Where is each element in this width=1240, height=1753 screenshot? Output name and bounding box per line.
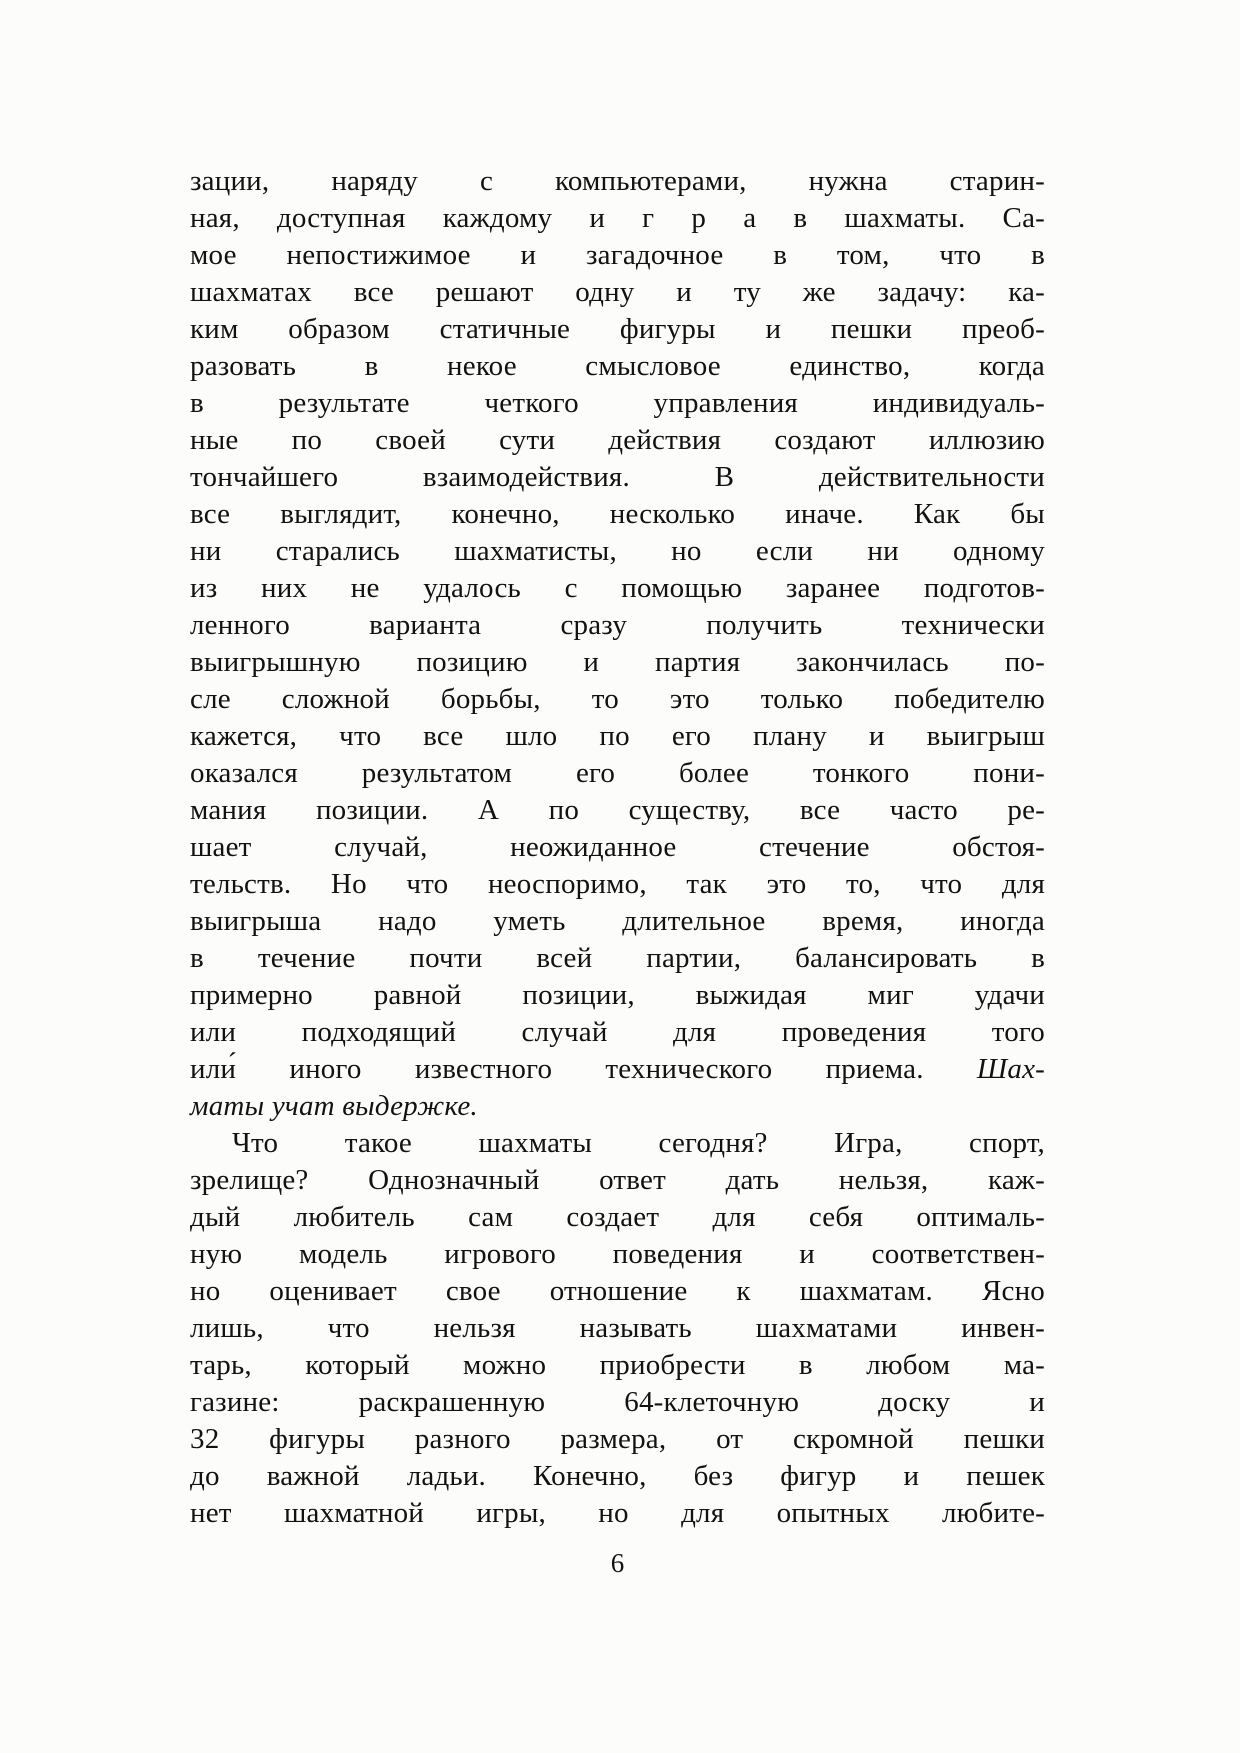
text-line-regular: ные по своей сути действия создают иллюзию (190, 424, 1045, 456)
text-line (190, 459, 1045, 496)
text-line (190, 1199, 1045, 1236)
text-line (190, 385, 1045, 422)
text-line (190, 829, 1045, 866)
text-line-regular: в течение почти всей партии, балансировать в (190, 942, 1045, 974)
text-line-italic: маты учат выдержке. (190, 1090, 478, 1122)
text-line-regular: до важной ладьи. Конечно, без фигур и пешек (190, 1460, 1045, 1492)
text-line (190, 1125, 1045, 1162)
text-line-regular: газине: раскрашенную 64-клеточную доску и (190, 1386, 1045, 1418)
text-line (190, 940, 1045, 977)
text-line-regular: из них не удалось с помощью заранее подготов- (190, 572, 1045, 604)
text-line (190, 644, 1045, 681)
text-line-regular: зрелище? Однозначный ответ дать нельзя, каж- (190, 1164, 1045, 1196)
text-line-regular: оказался результатом его более тонкого пони- (190, 757, 1045, 789)
text-line (190, 237, 1045, 274)
text-line (190, 496, 1045, 533)
text-line-regular: тельств. Но что неоспоримо, так это то, что для (190, 868, 1045, 900)
text-line (190, 792, 1045, 829)
text-block (190, 163, 1045, 1532)
text-line-regular: ную модель игрового поведения и соответствен- (190, 1238, 1045, 1270)
text-line-regular: или́ иного известного технического приема. (190, 1053, 977, 1085)
text-line-regular: Что такое шахматы сегодня? Игра, спорт, (232, 1127, 1045, 1159)
text-line-regular: выигрышную позицию и партия закончилась по- (190, 646, 1045, 678)
text-line-regular: ленного варианта сразу получить технически (190, 609, 1045, 641)
text-line-regular: шахматах все решают одну и ту же задачу: ка- (190, 276, 1045, 308)
text-line (190, 348, 1045, 385)
text-line (190, 1162, 1045, 1199)
text-line (190, 1495, 1045, 1532)
text-line (190, 1273, 1045, 1310)
text-line-regular: ким образом статичные фигуры и пешки преоб- (190, 313, 1045, 345)
text-line-regular: выигрыша надо уметь длительное время, иногда (190, 905, 1045, 937)
text-line-regular: мое непостижимое и загадочное в том, что в (190, 239, 1045, 271)
text-line-regular: нет шахматной игры, но для опытных любите- (190, 1497, 1045, 1529)
text-line (190, 755, 1045, 792)
text-line-regular: или подходящий случай для проведения того (190, 1016, 1045, 1048)
page-number: 6 (610, 1548, 625, 1578)
text-line (190, 422, 1045, 459)
text-line (190, 1051, 1045, 1088)
text-line-regular: дый любитель сам создает для себя оптималь- (190, 1201, 1045, 1233)
text-line (190, 1088, 1045, 1125)
text-line-regular: шает случай, неожиданное стечение обстоя- (190, 831, 1045, 863)
text-line-regular: все выглядит, конечно, несколько иначе. Как бы (190, 498, 1045, 530)
text-line-regular: разовать в некое смысловое единство, когда (190, 350, 1045, 382)
text-line (190, 1347, 1045, 1384)
text-line-regular: но оценивает свое отношение к шахматам. Ясно (190, 1275, 1045, 1307)
text-line (190, 1014, 1045, 1051)
text-line-regular: тончайшего взаимодействия. В действительности (190, 461, 1045, 493)
text-line-regular: кажется, что все шло по его плану и выигрыш (190, 720, 1045, 752)
text-line (190, 200, 1045, 237)
text-line (190, 163, 1045, 200)
text-line (190, 1458, 1045, 1495)
text-line-regular: ная, доступная каждому и г р а в шахматы. Са- (190, 202, 1045, 234)
text-line-regular: 32 фигуры разного размера, от скромной пешки (190, 1423, 1045, 1455)
text-line-regular: зации, наряду с компьютерами, нужна старин- (190, 165, 1045, 197)
text-line (190, 1236, 1045, 1273)
text-line (190, 1310, 1045, 1347)
text-line-regular: сле сложной борьбы, то это только победителю (190, 683, 1045, 715)
text-line-regular: примерно равной позиции, выжидая миг удачи (190, 979, 1045, 1011)
text-line-regular: тарь, который можно приобрести в любом ма- (190, 1349, 1045, 1381)
text-line (190, 1384, 1045, 1421)
text-line-regular: мания позиции. А по существу, все часто ре- (190, 794, 1045, 826)
text-line (190, 311, 1045, 348)
text-line (190, 866, 1045, 903)
text-line (190, 274, 1045, 311)
text-line-regular: в результате четкого управления индивидуаль- (190, 387, 1045, 419)
text-line (190, 607, 1045, 644)
text-line (190, 903, 1045, 940)
text-line-regular: лишь, что нельзя называть шахматами инвен- (190, 1312, 1045, 1344)
text-line (190, 570, 1045, 607)
text-line (190, 977, 1045, 1014)
text-line-regular: ни старались шахматисты, но если ни одному (190, 535, 1045, 567)
text-line (190, 681, 1045, 718)
text-line-italic: Шах- (976, 1053, 1045, 1085)
text-line (190, 718, 1045, 755)
text-line (190, 1421, 1045, 1458)
text-line (190, 533, 1045, 570)
